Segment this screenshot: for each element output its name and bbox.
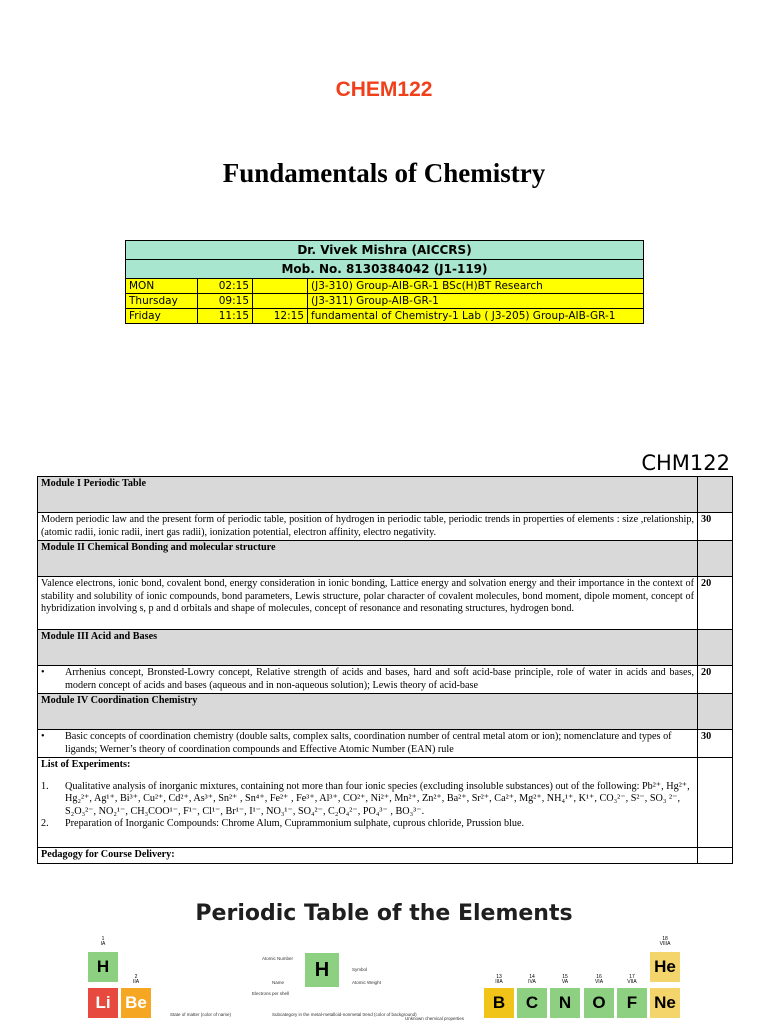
element-tile: H <box>88 952 118 982</box>
legend-atomic-weight: Atomic Weight <box>352 980 381 985</box>
course-code: CHEM122 <box>335 78 433 101</box>
element-tile: N <box>550 988 580 1018</box>
pedagogy-hours-empty <box>698 848 733 864</box>
group-label-2: 2 IIA <box>132 974 140 985</box>
schedule-table <box>125 240 644 324</box>
legend-atomic-number: Atomic Number <box>262 956 294 961</box>
group-label-13: 13 IIIA <box>495 974 503 985</box>
schedule-row <box>126 294 644 309</box>
schedule-day: Thursday <box>126 294 198 309</box>
module-content: Modern periodic law and the present form of periodic table, position of hydrogen in periodic table, periodic trends in properties of elements : size ,relationship,(atomic radii, ionic radii, inert gas radii), ionization potential, electron affinity, electro negativity. <box>38 513 698 541</box>
schedule-row <box>126 309 644 324</box>
module-content: Arrhenius concept, Bronsted-Lowry concept, Relative strength of acids and bases, hard and soft acid-base principle, role of water in acids and bases, modern concept of acids and bases (aqueous and in non-aqueous solution); Lewis theory of acid-base <box>65 667 694 691</box>
legend-symbol: Symbol <box>352 967 368 972</box>
instructor-name: Dr. Vivek Mishra (AICCRS) <box>126 241 644 260</box>
schedule-start: 09:15 <box>198 294 253 309</box>
schedule-day: MON <box>126 279 198 294</box>
legend-electrons: Electrons per shell <box>252 991 290 996</box>
group-label-18: 18 VIIIA <box>659 936 671 947</box>
module-hours-empty <box>698 541 733 577</box>
module-header-row <box>38 477 733 513</box>
schedule-row <box>126 279 644 294</box>
module-content-row <box>38 666 733 694</box>
legend-state: State of matter (color of name) <box>170 1012 232 1017</box>
schedule-start: 11:15 <box>198 309 253 324</box>
experiment-num: 2. <box>41 818 49 829</box>
legend-unknown: Unknown chemical properties <box>405 1016 465 1021</box>
module-hours: 20 <box>698 577 733 630</box>
experiments-cell <box>38 758 698 848</box>
element-tile: Ne <box>650 988 680 1018</box>
syllabus-table <box>37 476 733 864</box>
module-content: Basic concepts of coordination chemistry (double salts, complex salts, coordination number of central metal atom or ion); nomenclature and types of ligands; Werner’s theory of coordination compounds and Effective Atomic Number (EAN) rule <box>65 731 672 755</box>
group-label-15: 15 VA <box>561 974 569 985</box>
group-label-17: 17 VIIA <box>627 974 637 985</box>
experiment-text: Qualitative analysis of inorganic mixtures, containing not more than four ionic species (excluding insoluble substances) out of the following: Pb²⁺, Hg²⁺, Hg₂²⁺, Ag¹⁺, Bi³⁺, Cu²⁺, Cd²⁺, As³⁺, Sn²⁺ , Sn⁴⁺, Fe²⁺ , Fe³⁺, Al³⁺, CO²⁺, Ni²⁺, Mn²⁺, Zn²⁺, Ba²⁺, Sr²⁺, Ca²⁺, Mg²⁺, NH₄¹⁺, K¹⁺, CO₃²⁻, S²⁻, SO₃ ²⁻, S₂O₃²⁻, NO₂¹⁻, CH₃COO¹⁻, F¹⁻, Cl¹⁻, Br¹⁻, I¹⁻, NO₃¹⁻, SO₄²⁻, C₂O₄²⁻, PO₄³⁻ , BO₃³⁻. <box>65 780 690 817</box>
group-label-1: 1 IA <box>100 936 106 947</box>
experiments-title: List of Experiments: <box>41 759 131 770</box>
module-header-row <box>38 630 733 666</box>
module-header-row <box>38 541 733 577</box>
module-hours-empty <box>698 694 733 730</box>
module-content-row <box>38 730 733 758</box>
module-hours-empty <box>698 477 733 513</box>
module-title: Module III Acid and Bases <box>38 630 698 666</box>
legend-name: Name <box>272 980 285 985</box>
element-tile: O <box>584 988 614 1018</box>
schedule-detail: (J3-311) Group-AIB-GR-1 <box>308 294 644 309</box>
schedule-detail: (J3-310) Group-AIB-GR-1 BSc(H)BT Research <box>308 279 644 294</box>
pedagogy-row <box>38 848 733 864</box>
element-tile: C <box>517 988 547 1018</box>
module-content: Valence electrons, ionic bond, covalent bond, energy consideration in ionic bonding, Lattice energy and solvation energy and their importance in the context of stability and solubility of ionic compounds, bond parameters, Lewis structure, polar character of covalent molecules, bond moment, dipole moment, concept of hybridization involving s, p and d orbitals and shape of molecules, concept of resonance and resonating structures, hydrogen bond. <box>38 577 698 630</box>
element-tile: Be <box>121 988 151 1018</box>
experiment-item <box>41 781 694 819</box>
group-label-14: 14 IVA <box>528 974 536 985</box>
course-title: Fundamentals of Chemistry <box>222 158 546 188</box>
group-label-16: 16 VIA <box>594 974 604 985</box>
bullet-item: • Basic concepts of coordination chemistry (double salts, complex salts, coordination number of central metal atom or ion); nomenclature and types of ligands; Werner’s theory of coordination compounds and Effective Atomic Number (EAN) rule <box>41 731 694 756</box>
module-content-cell <box>38 730 698 758</box>
instructor-mobile: Mob. No. 8130384042 (J1-119) <box>126 260 644 279</box>
module-title: Module II Chemical Bonding and molecular structure <box>38 541 698 577</box>
schedule-end <box>253 279 308 294</box>
schedule-end <box>253 294 308 309</box>
element-tile: Li <box>88 988 118 1018</box>
schedule-end: 12:15 <box>253 309 308 324</box>
module-hours: 30 <box>698 513 733 541</box>
module-hours: 30 <box>698 730 733 758</box>
module-content-row <box>38 513 733 541</box>
element-tile: He <box>650 952 680 982</box>
periodic-table-title: Periodic Table of the Elements <box>195 901 573 926</box>
experiments-row <box>38 758 733 848</box>
schedule-detail: fundamental of Chemistry-1 Lab ( J3-205) Group-AIB-GR-1 <box>308 309 644 324</box>
schedule-start: 02:15 <box>198 279 253 294</box>
schedule-day: Friday <box>126 309 198 324</box>
legend-key-tile: H <box>305 953 339 987</box>
experiment-text: Preparation of Inorganic Compounds: Chrome Alum, Cuprammonium sulphate, cuprous chloride, Prussion blue. <box>65 818 525 829</box>
experiments-hours-empty <box>698 758 733 848</box>
experiment-item <box>41 818 694 831</box>
module-title: Module IV Coordination Chemistry <box>38 694 698 730</box>
module-hours: 20 <box>698 666 733 694</box>
legend-subcategory: Subcategory in the metal-metalloid-nonmetal trend (color of background) <box>272 1012 417 1017</box>
pedagogy-title: Pedagogy for Course Delivery: <box>38 848 698 864</box>
module-header-row <box>38 694 733 730</box>
element-tile: B <box>484 988 514 1018</box>
module-hours-empty <box>698 630 733 666</box>
module-content-cell <box>38 666 698 694</box>
experiment-num: 1. <box>41 780 49 792</box>
syllabus-course-code: CHM122 <box>641 451 730 475</box>
module-content-row <box>38 577 733 630</box>
bullet-item: • Arrhenius concept, Bronsted-Lowry concept, Relative strength of acids and bases, hard and soft acid-base principle, role of water in acids and bases, modern concept of acids and bases (aqueous and in non-aqueous solution); Lewis theory of acid-base <box>41 667 694 691</box>
element-tile: F <box>617 988 647 1018</box>
module-title: Module I Periodic Table <box>38 477 698 513</box>
